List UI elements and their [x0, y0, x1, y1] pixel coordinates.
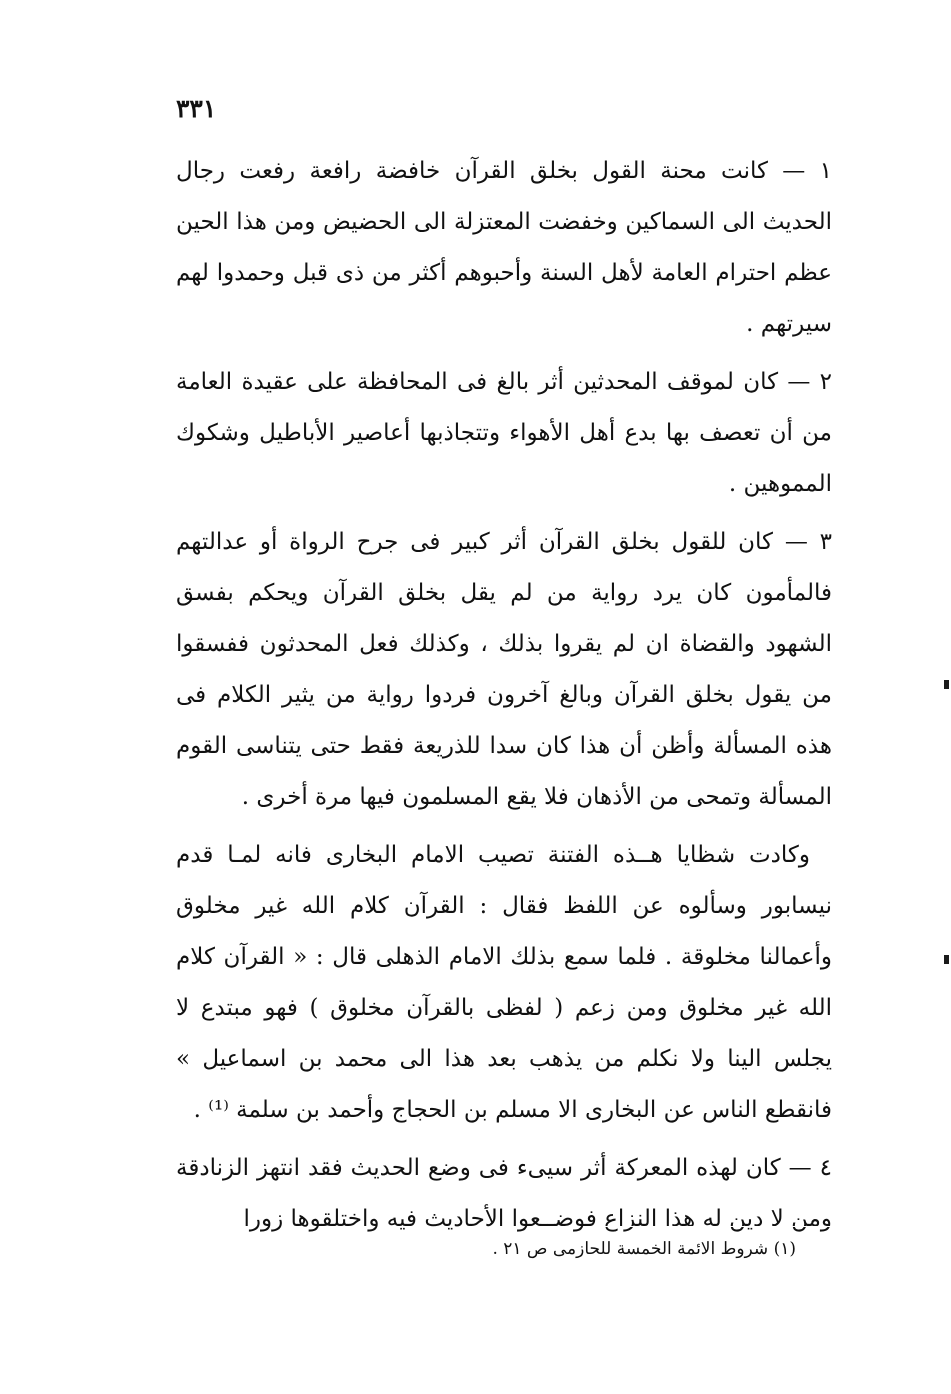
paragraph-point-1: ١ — كانت محنة القول بخلق القرآن خافضة رافعة رفعت رجال الحديث الى السماكين وخفضت المعتزلة الى الحضيض ومن هذا الحين عظم احترام العامة لأهل السنة وأحبوهم أكثر من ذى قبل وحمدوا لهم سيرتهم . — [176, 158, 832, 337]
paragraph-point-3: ٣ — كان للقول بخلق القرآن أثر كبير فى جرح الرواة أو عدالتهم فالمأمون كان يرد رواية من لم يقل بخلق القرآن ويحكم بفسق الشهود والقضاة ان لم يقروا بذلك ، وكذلك فعل المحدثون ففسقوا من يقول بخلق القرآن وبالغ آخرون فردوا رواية من يثير الكلام فى هذه المسألة وأظن أن هذا كان سدا للذريعة فقط حتى يتناسى القوم المسألة وتمحى من الأذهان فلا يقع المسلمون فيها مرة أخرى . — [176, 529, 832, 810]
scan-edge-mark — [944, 680, 949, 689]
paragraph-point-4: ٤ — كان لهذه المعركة أثر سيىء فى وضع الحديث فقد انتهز الزنادقة ومن لا دين له هذا النزاع فوضــعوا الأحاديث فيه واختلقوها زورا — [176, 1155, 832, 1232]
main-text — [176, 146, 832, 1252]
footnote: (١) شروط الائمة الخمسة للحازمى ص ٢١ . — [492, 1239, 796, 1259]
page-number: ٣٣١ — [176, 94, 217, 123]
footnote-divider — [600, 1226, 832, 1227]
paragraph-point-2: ٢ — كان لموقف المحدثين أثر بالغ فى المحافظة على عقيدة العامة من أن تعصف بها بدع أهل الأهواء وتتجاذبها أعاصير الأباطيل وشكوك المموهين . — [176, 369, 832, 497]
paragraph-bukhari: وكادت شظايا هــذه الفتنة تصيب الامام البخارى فانه لمـا قدم نيسابور وسألوه عن اللفظ فقال : القرآن كلام الله غير مخلوق وأعمالنا مخلوقة . فلما سمع بذلك الامام الذهلى قال : « القرآن كلام الله غير مخلوق ومن زعم ( لفظى بالقرآن مخلوق ) فهو مبتدع لا يجلس الينا ولا نكلم من يذهب بعد هذا الى محمد بن اسماعيل » فانقطع الناس عن البخارى الا مسلم بن الحجاج وأحمد بن سلمة ⁽¹⁾ . — [176, 842, 832, 1123]
scan-edge-mark — [944, 955, 949, 964]
